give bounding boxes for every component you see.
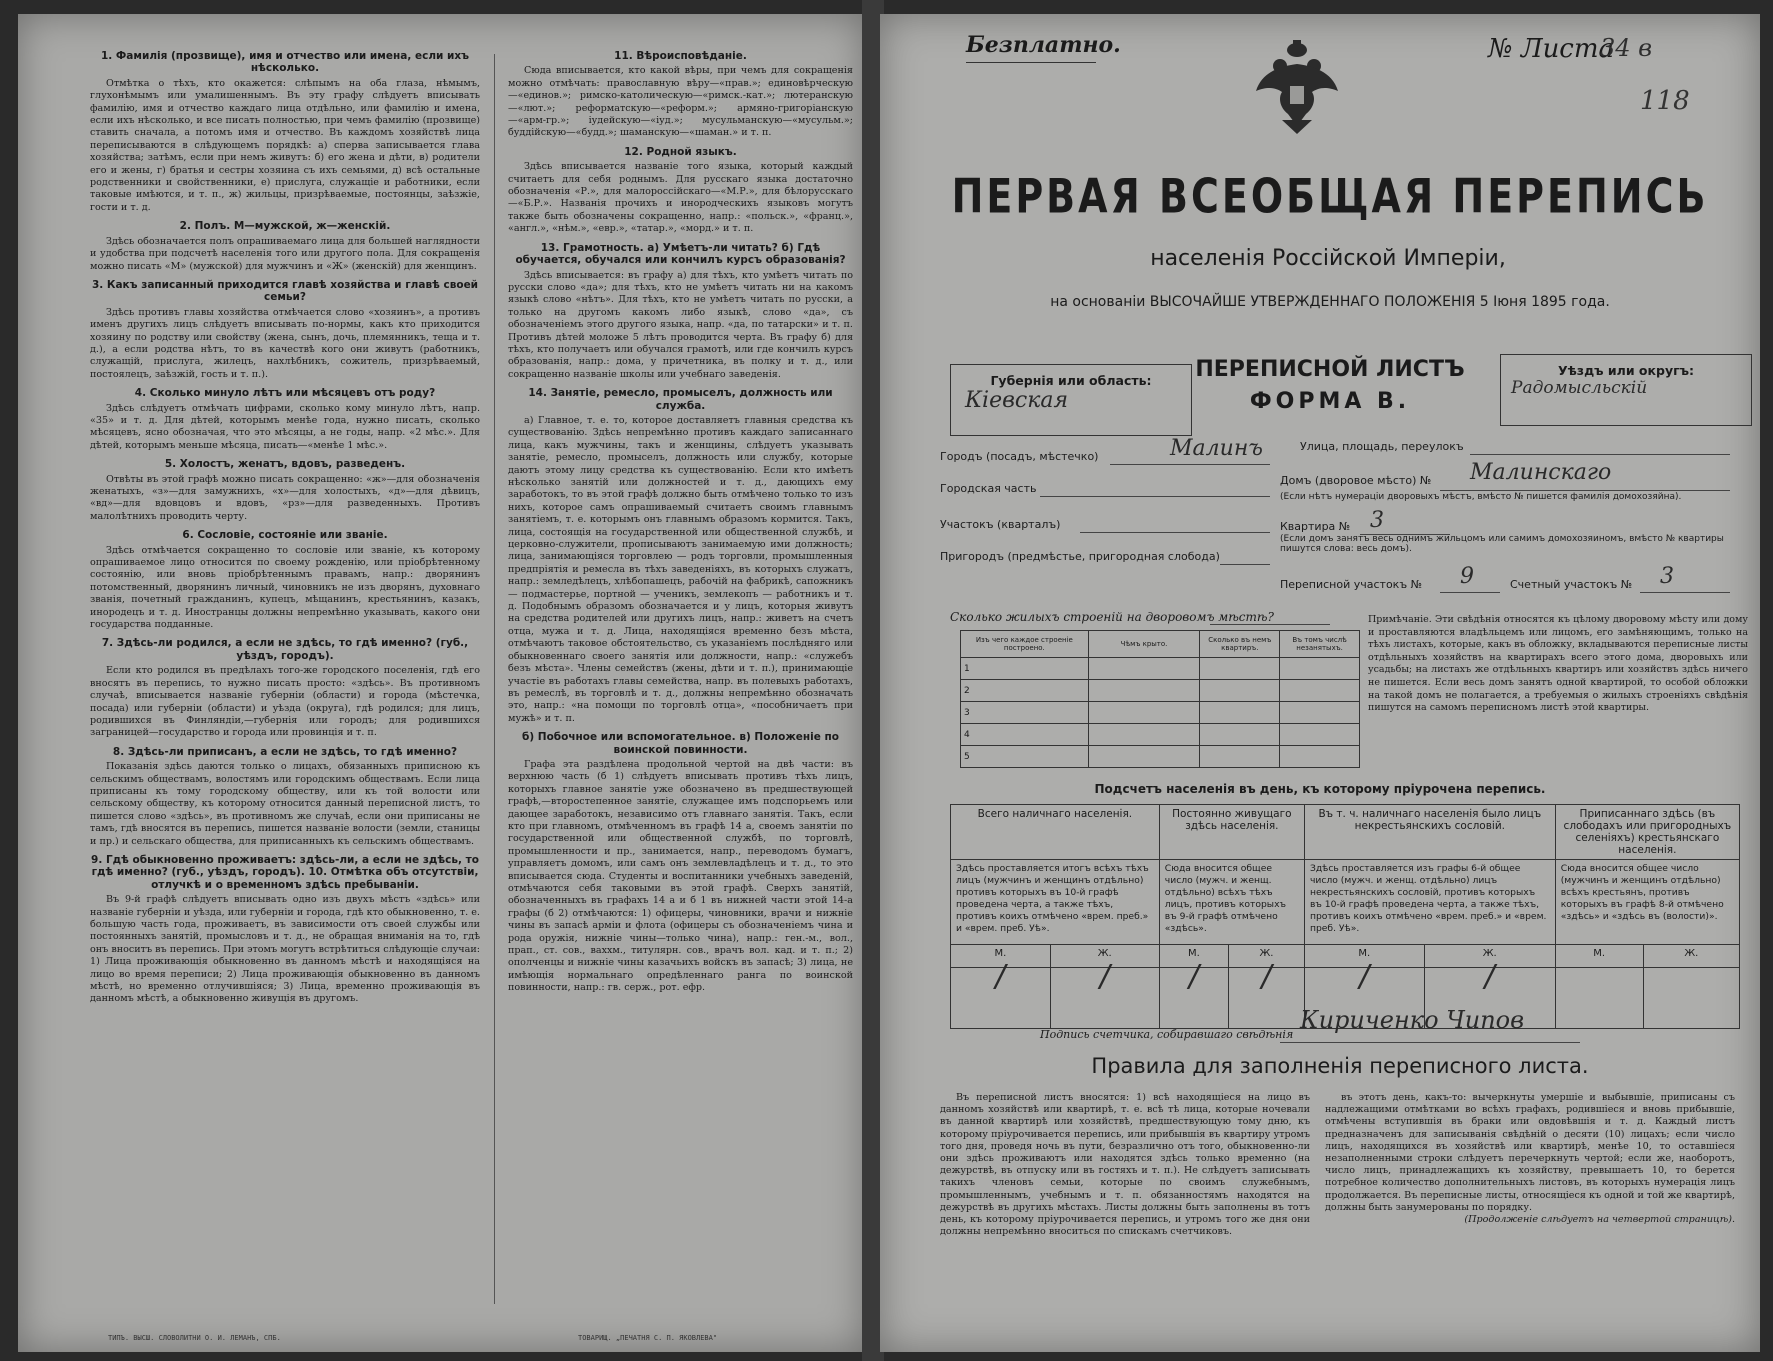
count-value-peasant-m[interactable] bbox=[1555, 968, 1643, 1029]
count-value-permanent-m[interactable]: / bbox=[1159, 968, 1228, 1029]
population-count-title: Подсчетъ населенія въ день, къ которому пріурочена перепись. bbox=[1094, 782, 1546, 796]
census-title: ПЕРВАЯ ВСЕОБЩАЯ ПЕРЕПИСЬ bbox=[951, 168, 1709, 224]
table-cell[interactable] bbox=[1200, 724, 1280, 746]
section-14 bbox=[508, 387, 853, 725]
table-cell[interactable] bbox=[1088, 746, 1200, 768]
section-2 bbox=[90, 220, 480, 273]
table-cell[interactable] bbox=[1280, 680, 1360, 702]
section-8 bbox=[90, 746, 480, 848]
census-area-value[interactable]: 9 bbox=[1460, 564, 1474, 589]
province-value[interactable]: Кіевская bbox=[965, 388, 1069, 413]
table-cell[interactable] bbox=[1088, 658, 1200, 680]
section-text: а) Главное, т. е. то, которое доставляетъ главныя средства къ существованію. Здѣсь непремѣнно противъ каждаго записаннаго лица, какъ мужчины, такъ и женщины, слѣдуетъ указывать занятіе, ремесло, промыселъ, должность или службу, которые даютъ этому лицу средства къ существованію. Если кто имѣетъ нѣсколько занятій или должностей и т. д., дающихъ ему заработокъ, то въ этой графѣ должно быть отмѣчено только то изъ нихъ, которое самъ опрашиваемый считаетъ своимъ главнымъ занятіемъ, т. е. которымъ онъ главнымъ образомъ кормится. Такъ, лица, состоящія на государственной или общественной службѣ, и церковно-служители, прописываютъ занимаемую ими должность; лица, занимающіяся торговлею — родъ торговли, промышленныя предпріятія и ремесла въ тѣхъ заведеніяхъ, въ которыхъ служатъ, напр.: земледѣлецъ, хлѣбопашецъ, рабочій на фабрикѣ, сапожникъ — подмастерье, портной — ученикъ, землекопъ — работникъ и т. д. Подобнымъ образомъ обозначается и у лицъ, которыя живутъ на средства родителей или другихъ лицъ, напр.: живетъ на счетъ отца, мужа и т. д. Лица, находящіяся временно безъ мѣста, отмѣчаютъ таковое обстоятельство, съ указаніемъ послѣдняго или обыкновеннаго своего занятія или должности, напр.: «служебъ безъ мѣста». Члены семействъ (жены, дѣти и т. п.), принимающіе участіе въ работахъ главы семейства, напр. въ полевыхъ работахъ, въ ремеслѣ, въ торговлѣ и т. д., должны непремѣнно обозначать это, напр.: «на помощи по торговлѣ отца», «пособничаетъ при мужѣ» и т. п. bbox=[508, 414, 853, 724]
section-text: Показанія здѣсь даются только о лицахъ, обязанныхъ приписною къ сельскимъ обществамъ, волостямъ или городскимъ обществамъ. Если лица приписаны къ тому городскому обществу, или къ той волости или сельскому обществу, къ которому относится данный переписной листъ, то пишется слово «здѣсь», въ противномъ же случаѣ, если они приписаны не тамъ, гдѣ вносятся въ перепись, пишется названіе волости (земли, станицы и пр.) и сельскаго общества, для приписанныхъ къ сельскимъ обществамъ. bbox=[90, 761, 480, 847]
section-text: Отмѣтка о тѣхъ, кто окажется: слѣпымъ на оба глаза, нѣмымъ, глухонѣмымъ или умалишеннымъ. Въ эту графу слѣдуетъ вписывать фамилію, имя и отчество каждаго лица отдѣльно, или фамилію и имена, если ихъ нѣсколько, и все писать полностью, при чемъ фамилію (прозвище) ставить сначала, а потомъ имя и отчество. Въ каждомъ хозяйствѣ лица переписываются в слѣдующемъ порядкѣ: а) сперва записывается глава хозяйства; затѣмъ, если при немъ живутъ: б) его жена и дѣти, в) родители его и жены, г) братья и сестры хозяина съ ихъ семьями, д) всѣ остальные родственники и свойственники, е) прислуга, служащіе и работники, если таковые имѣются, и т. п., ж) жильцы, призрѣваемые, постоянцы, заѣзжіе, гости и т. д. bbox=[90, 77, 480, 213]
dwellings-question: Сколько жилыхъ строеній на дворовомъ мѣстѣ? bbox=[950, 610, 1274, 624]
section-heading: 1. Фамилія (прозвище), имя и отчество или имена, если ихъ нѣсколько. bbox=[100, 50, 470, 75]
male-label: М. bbox=[1159, 945, 1228, 968]
count-area-line bbox=[1640, 592, 1730, 593]
section-heading: 6. Сословіе, состояніе или званіе. bbox=[182, 529, 388, 542]
census-area-line bbox=[1440, 592, 1500, 593]
table-cell[interactable] bbox=[1200, 702, 1280, 724]
count-value-present-m[interactable]: / bbox=[951, 968, 1051, 1029]
count-desc-permanent: Сюда вносится общее число (мужч. и женщ. отдѣльно) всѣхъ тѣхъ лицъ, противъ которыхъ въ 9-й графѣ отмѣчено «здѣсь». bbox=[1159, 860, 1304, 945]
form-title bbox=[1170, 354, 1490, 418]
section-heading: 9. Гдѣ обыкновенно проживаетъ: здѣсь-ли, а если не здѣсь, то гдѣ именно? (губ., уѣздъ, городъ). 10. Отмѣтка объ отсутствіи, отлучкѣ и о временномъ здѣсь пребываніи. bbox=[91, 853, 479, 891]
count-header-non-peasant: Въ т. ч. наличнаго населенія было лицъ некрестьянскихъ сословій. bbox=[1304, 805, 1555, 860]
signature-line bbox=[1280, 1042, 1580, 1043]
city-value[interactable]: Малинъ bbox=[1170, 436, 1263, 461]
count-desc-present: Здѣсь проставляется итогъ всѣхъ тѣхъ лицъ (мужчинъ и женщинъ отдѣльно) противъ которыхъ въ 10-й графѣ проведена черта, а также тѣхъ, противъ коихъ отмѣчено «врем. преб.» и «врем. преб. Уѣ». bbox=[951, 860, 1160, 945]
printer-note-right: ТОВАРИЩ. „ПЕЧАТНЯ С. П. ЯКОВЛЕВА" bbox=[578, 1334, 718, 1342]
street-line[interactable] bbox=[1470, 454, 1730, 455]
row-number: 1 bbox=[961, 658, 1089, 680]
table-row bbox=[961, 658, 1360, 680]
dwell-header-material: Изъ чего каждое строеніе построено. bbox=[961, 631, 1089, 658]
house-line bbox=[1440, 490, 1730, 491]
city-part-label: Городская часть bbox=[940, 482, 1037, 495]
form-title-line2: ФОРМА В. bbox=[1249, 389, 1411, 414]
count-value-permanent-f[interactable]: / bbox=[1229, 968, 1305, 1029]
rules-column-right bbox=[1325, 1092, 1735, 1226]
free-label: Безплатно. bbox=[966, 32, 1121, 58]
instructions-column-1 bbox=[90, 44, 480, 1314]
count-desc-peasant: Сюда вносится общее число (мужчинъ и женщинъ отдѣльно) всѣхъ крестьянъ, противъ которыхъ въ графѣ 8-й отмѣчено «здѣсь» и «здѣсь въ (волости)». bbox=[1555, 860, 1739, 945]
district-label: Уѣздъ или округъ: bbox=[1557, 363, 1695, 378]
sheet-number-handwritten: 34 в bbox=[1600, 34, 1653, 62]
district-precinct-label: Участокъ (кварталъ) bbox=[940, 518, 1061, 531]
section-heading: 3. Какъ записанный приходится главѣ хозяйства и главѣ своей семьи? bbox=[91, 278, 479, 304]
section-text: Здѣсь противъ главы хозяйства отмѣчается слово «хозяинъ», а противъ именъ другихъ лицъ слѣдуетъ вписывать по-нормы, какъ кто приходится хозяину по родству или свойству (жена, сынъ, дочь, племянникъ, теща и т. д.), а если родства нѣтъ, то въ качествѣ кого они живутъ (работникъ, служащій, прислуга, жилецъ, нахлѣбникъ, сожитель, призрѣваемый, постоялецъ, заѣзжій, гость и т. п.). bbox=[90, 306, 480, 380]
province-label: Губернія или область: bbox=[990, 373, 1152, 388]
house-note: (Если нѣтъ нумераціи дворовыхъ мѣстъ, вмѣсто № пишется фамилія домохозяйна). bbox=[1280, 492, 1682, 502]
section-6 bbox=[90, 529, 480, 631]
district-value[interactable]: Радомысльскій bbox=[1511, 378, 1648, 398]
right-page bbox=[880, 14, 1760, 1352]
city-label: Городъ (посадъ, мѣстечко) bbox=[940, 450, 1099, 463]
count-desc-non-peasant: Здѣсь проставляется изъ графы 6-й общее число (мужч. и женщ. отдѣльно) лицъ некрестьянскихъ сословій, противъ которыхъ въ 10-й графѣ проведена черта, а также тѣхъ, противъ коихъ отмѣчено «врем. преб.» и «врем. преб. Уѣ». bbox=[1304, 860, 1555, 945]
row-number: 2 bbox=[961, 680, 1089, 702]
section-heading: 7. Здѣсь-ли родился, а если не здѣсь, то гдѣ именно? (губ., уѣздъ, городъ). bbox=[101, 637, 469, 662]
section-heading: б) Побочное или вспомогательное. в) Положеніе по воинской повинности. bbox=[522, 731, 839, 756]
count-area-label: Счетный участокъ № bbox=[1510, 578, 1633, 591]
section-heading: 5. Холостъ, женатъ, вдовъ, разведенъ. bbox=[164, 458, 406, 471]
form-title-line1: ПЕРЕПИСНОЙ ЛИСТЪ bbox=[1195, 357, 1465, 382]
province-box bbox=[950, 364, 1192, 436]
rules-title: Правила для заполненія переписного листа. bbox=[1091, 1054, 1589, 1078]
free-underline bbox=[966, 62, 1096, 63]
census-subtitle: населенія Россійской Имперіи, bbox=[1150, 246, 1506, 271]
apartment-label: Квартира № bbox=[1280, 520, 1351, 533]
table-cell[interactable] bbox=[1280, 658, 1360, 680]
count-header-permanent: Постоянно живущаго здѣсь населенія. bbox=[1159, 805, 1304, 860]
district-precinct-line[interactable] bbox=[1080, 532, 1270, 533]
table-row bbox=[961, 746, 1360, 768]
house-value[interactable]: Малинскаго bbox=[1470, 460, 1612, 485]
row-number: 3 bbox=[961, 702, 1089, 724]
suburb-line[interactable] bbox=[1220, 564, 1270, 565]
dwellings-line[interactable] bbox=[1210, 624, 1330, 625]
section-text: Здѣсь отмѣчается сокращенно то сословіе или званіе, къ которому опрашиваемое лицо относится по своему рожденію, или пріобрѣтенному состоянію, или вновь пріобрѣтеннымъ правамъ, напр.: дворянинъ потомственный, дворянинъ личный, чиновникъ не изъ дворянъ, духовнаго званія, почетный гражданинъ, купецъ, мѣщанинъ, крестьянинъ, казакъ, инородецъ и т. д. Иностранцы должны непремѣнно указывать, какого они государства подданные. bbox=[90, 544, 480, 631]
table-cell[interactable] bbox=[1280, 724, 1360, 746]
section-11 bbox=[508, 50, 853, 140]
section-heading: 11. Вѣроисповѣданіе. bbox=[614, 50, 747, 62]
male-label: М. bbox=[1304, 945, 1424, 968]
left-page bbox=[18, 14, 865, 1352]
section-heading: 12. Родной языкъ. bbox=[624, 145, 737, 158]
count-header-peasant: Приписаннаго здѣсь (въ слободахъ или пригородныхъ селеніяхъ) крестьянскаго населенія. bbox=[1555, 805, 1739, 860]
dwell-header-vacant: Въ томъ числѣ незанятыхъ. bbox=[1280, 631, 1360, 658]
section-heading: 4. Сколько минуло лѣтъ или мѣсяцевъ отъ роду? bbox=[134, 387, 436, 400]
sheet-number-label: № Листа bbox=[1488, 34, 1615, 64]
rules-text-right: въ этотъ день, какъ-то: вычеркнуты умершіе и выбывшіе, приписаны съ надлежащими отмѣтками во всѣхъ графахъ, родившіеся и вновь прибывшіе, отмѣчены вступившія въ браки или овдовѣвшія и т. д. Каждый листъ предназначенъ для записыванія свѣдѣній о десяти (10) лицахъ; если число лицъ, находящихся въ хозяйствѣ или квартирѣ, менѣе 10, то оставшіеся незаполненными строки слѣдуетъ перечеркнуть чертой; если же, наоборотъ, число лицъ, принадлежащихъ къ хозяйству, превышаетъ 10, то берется потребное количество дополнительныхъ листовъ, въ которыхъ нумерація лицъ продолжается. Въ переписные листы, относящіеся къ одной и той же квартирѣ, должны быть занумерованы по порядку. bbox=[1325, 1092, 1735, 1213]
section-text: Въ 9-й графѣ слѣдуетъ вписывать одно изъ двухъ мѣстъ «здѣсь» или названіе губерніи и уѣзда, или губерніи и города, гдѣ кто обыкновенно, т. е. большую часть года, проживаетъ, въ зависимости отъ своей службы или постоянныхъ занятій, промысловъ и т. д., не обращая вниманія на то, гдѣ онъ вноситъ въ перепись. При этомъ могутъ встрѣтиться слѣдующіе случаи: 1) Лица проживающія обыкновенно въ данномъ мѣстѣ и находящіяся на лицо во время переписи; 2) Лица проживающія обыкновенно въ данномъ мѣстѣ, но временно отлучившіяся; 3) Лица, временно проживающія въ данномъ мѣстѣ, а обыкновенно живущія въ другомъ. bbox=[90, 894, 480, 1005]
table-cell[interactable] bbox=[1088, 702, 1200, 724]
section-text: Здѣсь слѣдуетъ отмѣчать цифрами, сколько кому минуло лѣтъ, напр. «35» и т. д. Для дѣтей, которымъ менѣе года, нужно писать, сколько мѣсяцевъ, ясно обозначая, что это мѣсяцы, а не годы, напр. «2 мѣс.». Для дѣтей, которымъ меньше мѣсяца, писать—«менѣе 1 мѣс.». bbox=[90, 402, 480, 451]
table-cell[interactable] bbox=[1088, 724, 1200, 746]
male-label: М. bbox=[1555, 945, 1643, 968]
apartment-value[interactable]: 3 bbox=[1370, 508, 1384, 533]
section-heading: 14. Занятіе, ремесло, промыселъ, должность или служба. bbox=[528, 387, 833, 412]
city-part-line[interactable] bbox=[1040, 496, 1270, 497]
section-text: Графа эта раздѣлена продольной чертой на двѣ части: въ верхнюю часть (б 1) слѣдуетъ вписывать противъ тѣхъ лицъ, которыхъ главное занятіе уже обозначено въ предшествующей графѣ,—второстепенное занятіе, служащее имъ подспорьемъ или дающее заработокъ, независимо отъ главнаго занятія. Такъ, если кто при главномъ, отмѣченномъ въ графѣ 14 а, своемъ занятіи по государственной или общественной службѣ, по торговлѣ, промышленности и пр., занимается, напр., переводомъ бумагъ, управляетъ домомъ, или самъ онъ землевладѣлецъ и т. д., то это вписывается сюда. Студенты и воспитанники учебныхъ заведеній, отмѣчаются себя таковыми въ этой графѣ. Сверхъ занятій, обозначенныхъ въ графахъ 14 а и б 1 въ нижней части этой 14-а графы (б 2) отмѣчаются: 1) офицеры, чиновники, врачи и нижніе чины въ запасѣ арміи и флота (офицеры съ обозначеніемъ чина и рода оружія, нижніе чины—только чина), напр.: ген.-м., вол., прап., ст. сов., ваххм., титулярн. сов., врачъ вол. кад. и т. п.; 2) ополченцы и нижніе чины казачьихъ войскъ въ запасѣ; 3) лица, не имѣющія нормальнаго опредѣленнаго ранга по воинской повинности, напр.: гв. серж., рот. ефр. bbox=[508, 758, 853, 994]
section-4 bbox=[90, 387, 480, 452]
table-cell[interactable] bbox=[1200, 746, 1280, 768]
count-value-present-f[interactable]: / bbox=[1050, 968, 1159, 1029]
section-7 bbox=[90, 637, 480, 739]
instructions-column-2 bbox=[508, 44, 853, 1314]
count-area-value[interactable]: 3 bbox=[1660, 564, 1674, 589]
section-heading: 2. Полъ. М—мужской, ж—женскій. bbox=[179, 220, 391, 233]
table-row bbox=[961, 680, 1360, 702]
row-number: 4 bbox=[961, 724, 1089, 746]
rules-continuation: (Продолженіе слѣдуетъ на четвертой страницѣ). bbox=[1464, 1214, 1735, 1226]
printer-note-left: ТИПЪ. ВЫСШ. СЛОВОЛИТНИ О. И. ЛЕМАНЪ, СПБ. bbox=[108, 1334, 281, 1342]
table-row bbox=[961, 702, 1360, 724]
section-text: Отвѣты въ этой графѣ можно писать сокращенно: «ж»—для обозначенія женатыхъ, «з»—для замужнихъ, «х»—для холостыхъ, «д»—для дѣвицъ, «вд»—для вдовцовъ и вдовъ, «рз»—для разведенныхъ. Противъ малолѣтнихъ проводить черту. bbox=[90, 473, 480, 522]
section-12 bbox=[508, 146, 853, 236]
street-label: Улица, площадь, переулокъ bbox=[1300, 440, 1464, 453]
female-label: Ж. bbox=[1424, 945, 1555, 968]
female-label: Ж. bbox=[1050, 945, 1159, 968]
count-value-non-peasant-m[interactable]: / bbox=[1304, 968, 1424, 1029]
signature-value[interactable]: Кириченко Чипов bbox=[1300, 1006, 1525, 1034]
section-3 bbox=[90, 279, 480, 381]
apartment-note: (Если домъ занятъ весь однимъ жильцомъ или самимъ домохозяиномъ, вмѣсто № квартиры пишутся слова: весь домъ). bbox=[1280, 534, 1724, 554]
female-label: Ж. bbox=[1643, 945, 1739, 968]
legal-basis: на основаніи ВЫСОЧАЙШЕ УТВЕРЖДЕННАГО ПОЛОЖЕНІЯ 5 Іюня 1895 года. bbox=[1050, 294, 1610, 310]
page-number-handwritten: 118 bbox=[1640, 86, 1690, 116]
row-number: 5 bbox=[961, 746, 1089, 768]
count-value-peasant-f[interactable] bbox=[1643, 968, 1739, 1029]
table-cell[interactable] bbox=[1088, 680, 1200, 702]
section-heading: 8. Здѣсь-ли приписанъ, а если не здѣсь, то гдѣ именно? bbox=[112, 745, 458, 758]
signature-label: Подпись счетчика, собиравшаго свѣдѣнія bbox=[1040, 1028, 1294, 1041]
table-cell[interactable] bbox=[1200, 658, 1280, 680]
table-cell[interactable] bbox=[1200, 680, 1280, 702]
table-cell[interactable] bbox=[1280, 702, 1360, 724]
section-14b bbox=[508, 731, 853, 995]
section-text: Сюда вписывается, кто какой вѣры, при чемъ для сокращенія можно отмѣчать: православную вѣру—«прав.»; единовѣрческую—«единов.»; римско-католическую—«римск.-кат.»; лютеранскую—«лют.»; реформатскую—«реформ.»; армяно-григоріанскую—«арм-гр.»; іудейскую—«іуд.»; мусульманскую—«мусульм.»; буддійскую—«будд.»; шаманскую—«шаман.» и т. п. bbox=[508, 65, 853, 139]
female-label: Ж. bbox=[1229, 945, 1305, 968]
city-line bbox=[1110, 464, 1270, 465]
double-headed-eagle-emblem bbox=[1252, 36, 1342, 136]
section-heading: 13. Грамотность. а) Умѣетъ-ли читать? б) Гдѣ обучается, обучался или кончилъ курсъ образованія? bbox=[515, 241, 846, 267]
house-label: Домъ (дворовое мѣсто) № bbox=[1280, 474, 1432, 487]
rules-text-left: Въ переписной листъ вносятся: 1) всѣ находящіеся на лицо въ данномъ хозяйствѣ или квартирѣ, т. е. всѣ тѣ лица, которые ночевали въ данной квартирѣ или хозяйствѣ, предшествующую тому дню, къ которому пріурочивается перепись, или прибывшія въ квартиру утромъ того дня, проведя ночь въ пути, безразлично отъ того, обыкновенно-ли они здѣсь проживаютъ или находятся здѣсь только временно (на дежурствѣ, въ отпуску или въ гостяхъ и т. п.). Не слѣдуетъ записывать такихъ членовъ семьи, которые по своимъ служебнымъ, промышленнымъ, учебнымъ и т. п. обязанностямъ находятся на дежурствѣ въ другихъ мѣстахъ. Листы должны быть заполнены въ тотъ день, къ которому пріурочивается перепись, и утромъ того же дня они должны непремѣнно вноситься по спискамъ счетчиковъ. bbox=[940, 1092, 1310, 1238]
count-header-present: Всего наличнаго населенія. bbox=[951, 805, 1160, 860]
count-value-non-peasant-f[interactable]: / bbox=[1424, 968, 1555, 1029]
column-divider bbox=[494, 54, 495, 1304]
dwellings-note: Примѣчаніе. Эти свѣдѣнія относятся къ цѣлому дворовому мѣсту или дому и проставляются владѣльцемъ или лицомъ, его замѣняющимъ, только на тѣхъ листахъ, которые, какъ въ обложку, вкладываются переписные листы отдѣльныхъ хозяйствъ на квартирахъ всего этого дома, дворовыхъ или усадьбы; на листахъ же отдѣльныхъ квартиръ или хозяйствъ здѣсь ничего не пишется. Если весь домъ занятъ одной квартирой, то особой обложки на такой домъ не полагается, а требуемыя о жилыхъ строеніяхъ свѣдѣнія пишутся на самомъ переписномъ листѣ этой квартиры. bbox=[1368, 614, 1748, 714]
section-text: Если кто родился въ предѣлахъ того-же городского поселенія, гдѣ его вносятъ въ перепись, то нужно писать просто: «здѣсь». Въ противномъ случаѣ, вписывается названіе губерніи (области) и города (мѣстечка, посада) или губерніи (области) и уѣзда (округа), гдѣ родился; для лицъ, родившихся въ Финляндіи,—губернія или городъ; для родившихся заграницей—государство и города или провинція и т. п. bbox=[90, 665, 480, 739]
male-label: М. bbox=[951, 945, 1051, 968]
table-row bbox=[961, 724, 1360, 746]
section-text: Здѣсь обозначается полъ опрашиваемаго лица для большей наглядности и удобства при подсчетѣ населенія того или другого пола. Для сокращенія можно писать «М» (мужской) для мужчинъ и «Ж» (женскій) для женщинъ. bbox=[90, 235, 480, 272]
section-13 bbox=[508, 242, 853, 381]
census-area-label: Переписной участокъ № bbox=[1280, 578, 1423, 591]
dwell-header-roof: Чѣмъ крыто. bbox=[1088, 631, 1200, 658]
population-count-table bbox=[950, 804, 1740, 1029]
suburb-label: Пригородъ (предмѣстье, пригородная слобода) bbox=[940, 550, 1220, 563]
dwell-header-apartments: Сколько въ немъ квартиръ. bbox=[1200, 631, 1280, 658]
section-1 bbox=[90, 50, 480, 214]
section-text: Здѣсь вписывается: въ графу а) для тѣхъ, кто умѣетъ читать по русски слово «да»; для тѣхъ, кто не умѣетъ читать ни на какомъ языкѣ слово «нѣтъ». Для тѣхъ, кто не умѣетъ читать по русски, а только на другомъ какомъ либо языкѣ, слово «да», съ обозначеніемъ этого другого языка, напр. «да, по татарски» и т. п. Противъ дѣтей моложе 5 лѣтъ проводится черта. Въ графу б) для тѣхъ, кто получаетъ или обучался грамотѣ, или где кончилъ курсъ образованія, напр.: дома, у причетника, въ полку и т. д., или сокращенно названіе школы или учебнаго заведенія. bbox=[508, 269, 853, 380]
table-cell[interactable] bbox=[1280, 746, 1360, 768]
section-5 bbox=[90, 458, 480, 523]
dwellings-table bbox=[960, 630, 1360, 768]
rules-column-left bbox=[940, 1092, 1310, 1238]
section-text: Здѣсь вписывается названіе того языка, который каждый считаетъ для себя роднымъ. Для русскаго языка достаточно обозначенія «Р.», для малороссійскаго—«М.Р.», для бѣлорусскаго—«Б.Р.». Названія прочихъ и инородческихъ языковъ могутъ также быть обозначены сокращенно, напр.: «польск.», «франц.», «англ.», «нѣм.», «евр.», «татар.», «морд.» и т. п. bbox=[508, 161, 853, 235]
district-box bbox=[1500, 354, 1752, 426]
section-9-10 bbox=[90, 854, 480, 1006]
